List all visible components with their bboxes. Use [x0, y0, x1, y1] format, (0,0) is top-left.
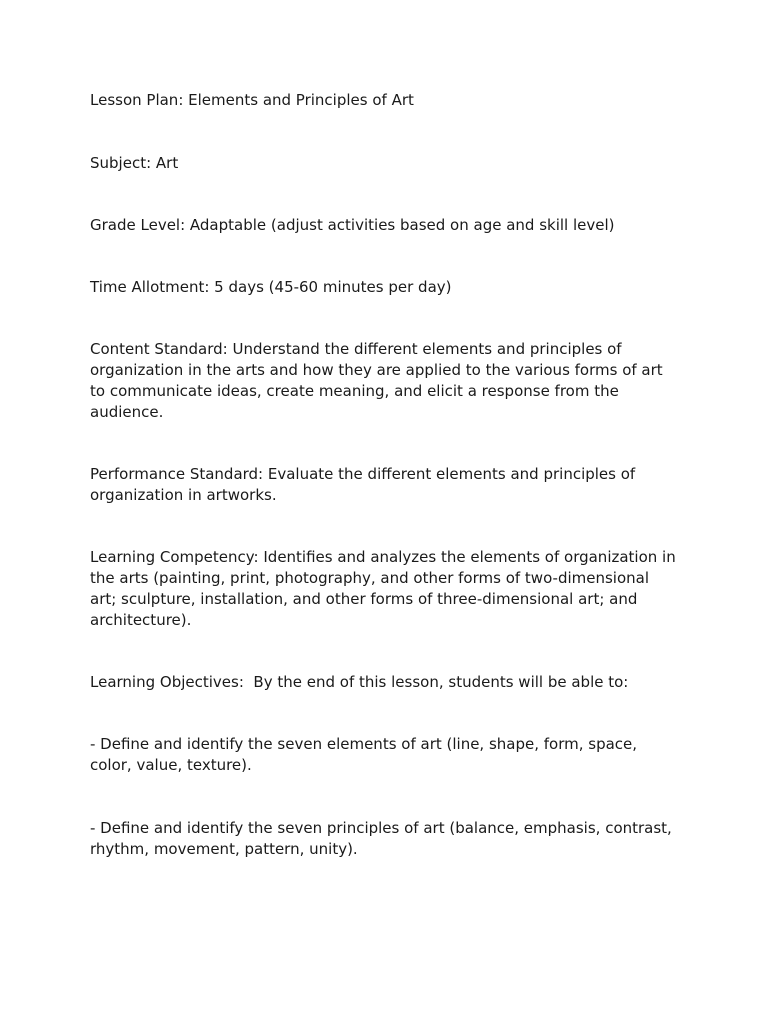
performance-standard-paragraph: Performance Standard: Evaluate the different elements and principles of organization in artworks. — [90, 465, 640, 504]
learning-competency-paragraph: Learning Competency: Identifies and analyzes the elements of organization in the arts (painting, print, photography, and other forms of two-dimensional art; sculpture, installation, and other forms of three-dimensional art; and architecture). — [90, 548, 681, 629]
objective-item-elements: - Define and identify the seven elements of art (line, shape, form, space, color, value, texture). — [90, 735, 642, 774]
objective-item-principles: - Define and identify the seven principles of art (balance, emphasis, contrast, rhythm, movement, pattern, unity). — [90, 819, 677, 858]
content-standard-paragraph: Content Standard: Understand the different elements and principles of organization in the arts and how they are applied to the various forms of art to communicate ideas, create meaning, and elicit a response from the audience. — [90, 340, 668, 421]
grade-level-line: Grade Level: Adaptable (adjust activities based on age and skill level) — [90, 216, 615, 234]
document-title: Lesson Plan: Elements and Principles of Art — [90, 91, 414, 109]
time-allotment-line: Time Allotment: 5 days (45-60 minutes per day) — [90, 278, 452, 296]
learning-objectives-intro: Learning Objectives: By the end of this lesson, students will be able to: — [90, 673, 629, 691]
subject-line: Subject: Art — [90, 154, 179, 172]
